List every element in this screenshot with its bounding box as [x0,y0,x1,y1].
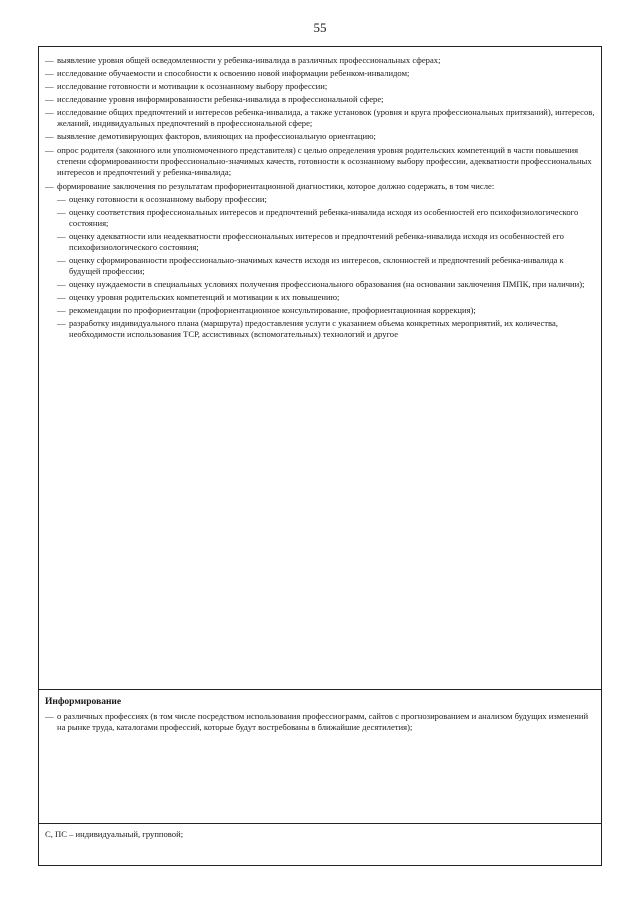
list-item: — оценку сформированности профессионально-значимых качеств исходя из интересов, склонностей и предпочтений ребенка-инвалида к будущей профессии; [45,255,595,277]
conclusion-intro: — формирование заключения по результатам профориентационной диагностики, которое должно содержать, в том числе: [45,181,595,192]
form-cell [45,829,595,861]
row-divider [39,689,601,690]
list-item: — оценку готовности к осознанному выбору профессии; [45,194,595,205]
list-item: — оценку уровня родительских компетенций и мотивации к их повышению; [45,292,595,303]
list-item: — оценку нуждаемости в специальных условиях получения профессионального образования (на основании заключения ПМПК, при наличии); [45,279,595,290]
list-item: — рекомендации по профориентации (профориентационное консультирование, профориентационная коррекция); [45,305,595,316]
list-item: — исследование общих предпочтений и интересов ребенка-инвалида, а также установок (уровня и круга профессиональных притязаний), интересов, желаний, индивидуальных предпочтений в профессиональной сфере; [45,107,595,129]
list-item: — оценку адекватности или неадекватности профессиональных интересов и предпочтений ребенка-инвалида исходя из особенностей его психофизиологического состояния; [45,231,595,253]
informing-cell [45,697,595,817]
list-item: — исследование уровня информированности ребенка-инвалида в профессиональной сфере; [45,94,595,105]
parent-survey-text: — опрос родителя (законного или уполномоченного представителя) с целью определения уровня родительских компетенций в части повышения степени сформированности профессионально-значимых качеств, готовности к осознанному выбору профессии, адекватности профессиональных интересов и предпочтений у ребенка-инвалида; [45,145,595,178]
list-item: — выявление демотивирующих факторов, влияющих на профессиональную ориентацию; [45,131,595,142]
conclusion-list [45,194,595,340]
diagnostics-cell [45,55,595,681]
list-item: — разработку индивидуального плана (маршрута) предоставления услуги с указанием объема конкретных мероприятий, их количества, необходимости использования ТСР, ассистивных (вспомогательных) технологий и другое [45,318,595,340]
service-table [38,46,602,866]
row-heading: Информирование [45,697,122,707]
informing-text: — о различных профессиях (в том числе посредством использования профессиограмм, сайтов с прогнозированием и анализом будущих изменений на рынке труда, каталогами профессий, которые будут востребованы в ближайшие десятилетия); [45,711,595,733]
row-divider [39,823,601,824]
list-item: — оценку соответствия профессиональных интересов и предпочтений ребенка-инвалида исходя из особенностей его психофизиологического состояния; [45,207,595,229]
diagnostics-list [45,55,595,142]
form-text: С, ПС – индивидуальный, групповой; [45,829,184,839]
list-item: — выявление уровня общей осведомленности у ребенка-инвалида в различных профессиональных сферах; [45,55,595,66]
list-item: — исследование обучаемости и способности к освоению новой информации ребенком-инвалидом; [45,68,595,79]
page-number: 55 [313,20,327,35]
list-item: — исследование готовности и мотивации к осознанному выбору профессии; [45,81,595,92]
